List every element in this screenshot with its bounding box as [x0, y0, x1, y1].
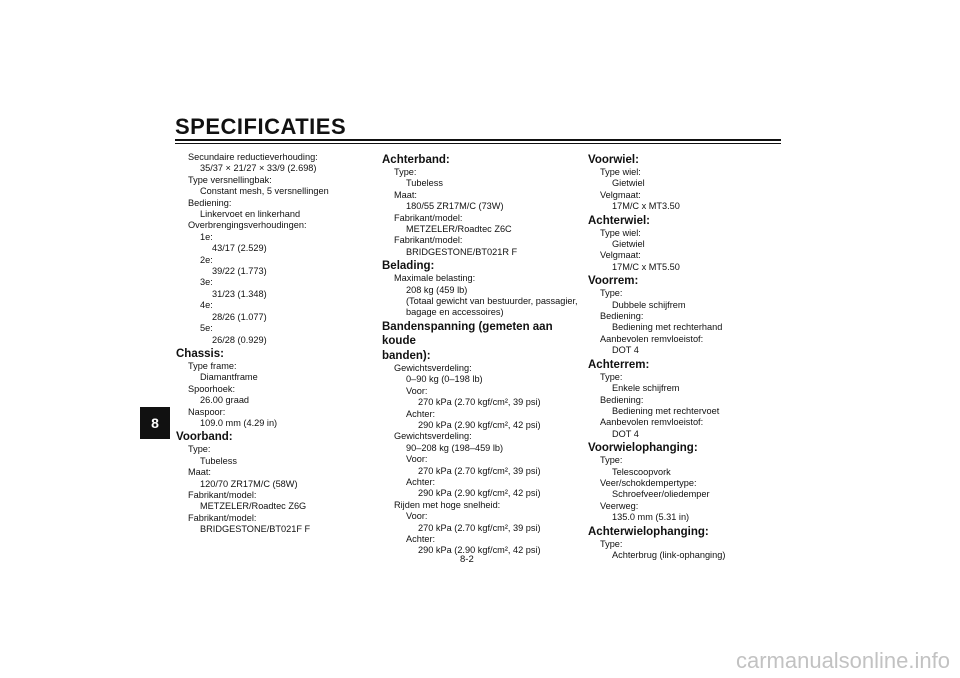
- spec-line: 0–90 kg (0–198 lb): [406, 374, 483, 385]
- spec-line: 1e:: [200, 231, 213, 242]
- spec-line: Type wiel:: [600, 167, 641, 177]
- spec-line: 43/17 (2.529): [212, 243, 267, 254]
- spec-line: 3e:: [200, 277, 213, 288]
- spec-line: Type versnellingbak:: [188, 174, 272, 185]
- spec-line: 5e:: [200, 323, 213, 334]
- spec-line: 120/70 ZR17M/C (58W): [200, 478, 298, 489]
- section-heading: banden):: [382, 349, 431, 362]
- section-heading: Belading:: [382, 260, 435, 273]
- spec-line: Diamantframe: [200, 372, 258, 383]
- spec-line: Naspoor:: [188, 406, 226, 417]
- spec-line: Type wiel:: [600, 227, 641, 238]
- section-heading: Achterwiel:: [588, 214, 650, 227]
- spec-line: Dubbele schijfrem: [612, 299, 686, 310]
- spec-line: 180/55 ZR17M/C (73W): [406, 201, 504, 212]
- spec-line: Gietwiel: [612, 178, 645, 189]
- spec-line: 28/26 (1.077): [212, 311, 267, 322]
- spec-line: Type:: [600, 288, 623, 299]
- spec-line: Veerweg:: [600, 500, 639, 511]
- spec-line: Achter:: [406, 476, 436, 487]
- spec-line: Gewichtsverdeling:: [394, 431, 472, 442]
- spec-line: 90–208 kg (198–459 lb): [406, 442, 504, 453]
- spec-line: Bediening met rechterhand: [612, 322, 723, 333]
- spec-line: 208 kg (459 lb): [406, 284, 468, 295]
- spec-line: Veer/schokdempertype:: [600, 477, 697, 488]
- spec-line: 31/23 (1.348): [212, 288, 267, 299]
- spec-line: 135.0 mm (5.31 in): [612, 512, 690, 523]
- spec-line: Secundaire reductieverhouding:: [188, 152, 318, 162]
- spec-line: Type:: [600, 538, 623, 549]
- spec-line: Type:: [394, 167, 417, 177]
- spec-line: Linkervoet en linkerhand: [200, 209, 301, 220]
- spec-line: Type:: [600, 371, 623, 382]
- spec-line: Schroefveer/oliedemper: [612, 489, 710, 500]
- spec-line: (Totaal gewicht van bestuurder, passagier,: [406, 296, 578, 307]
- page-number: 8-2: [460, 554, 474, 565]
- spec-column-1: [176, 152, 376, 536]
- spec-line: Bediening:: [600, 394, 644, 405]
- spec-line: Gewichtsverdeling:: [394, 362, 472, 373]
- section-heading: Bandenspanning (gemeten aan koude: [382, 320, 553, 347]
- spec-line: Fabrikant/model:: [188, 489, 257, 500]
- spec-line: Type:: [188, 444, 211, 455]
- spec-line: 17M/C x MT5.50: [612, 261, 680, 272]
- spec-line: 290 kPa (2.90 kgf/cm², 42 psi): [418, 419, 541, 430]
- spec-line: 290 kPa (2.90 kgf/cm², 42 psi): [418, 545, 541, 556]
- spec-line: Bediening:: [600, 311, 644, 322]
- spec-line: Enkele schijfrem: [612, 383, 680, 394]
- spec-line: 2e:: [200, 254, 213, 265]
- spec-line: Constant mesh, 5 versnellingen: [200, 186, 329, 197]
- spec-line: BRIDGESTONE/BT021F F: [200, 524, 311, 535]
- section-heading: Voorband:: [176, 431, 233, 444]
- spec-line: 39/22 (1.773): [212, 266, 267, 277]
- spec-line: Velgmaat:: [600, 250, 641, 261]
- spec-line: Spoorhoek:: [188, 383, 235, 394]
- spec-line: Fabrikant/model:: [188, 512, 257, 523]
- spec-line: 35/37 × 21/27 × 33/9 (2.698): [200, 163, 317, 174]
- section-heading: Voorwiel:: [588, 154, 639, 166]
- spec-line: Type:: [600, 455, 623, 466]
- spec-line: Fabrikant/model:: [394, 235, 463, 246]
- title-rule-thin: [175, 143, 781, 144]
- section-heading: Chassis:: [176, 347, 224, 360]
- spec-line: Achter:: [406, 533, 436, 544]
- spec-line: 17M/C x MT3.50: [612, 201, 680, 212]
- spec-line: Maat:: [394, 189, 417, 200]
- spec-line: Overbrengingsverhoudingen:: [188, 220, 307, 231]
- spec-line: 26/28 (0.929): [212, 334, 267, 345]
- spec-line: 290 kPa (2.90 kgf/cm², 42 psi): [418, 488, 541, 499]
- section-heading: Voorwielophanging:: [588, 442, 698, 455]
- spec-line: Aanbevolen remvloeistof:: [600, 417, 704, 428]
- spec-line: Type frame:: [188, 360, 237, 371]
- spec-line: Achterbrug (link-ophanging): [612, 549, 726, 560]
- spec-line: 109.0 mm (4.29 in): [200, 417, 278, 428]
- section-heading: Achterband:: [382, 154, 450, 166]
- spec-line: Telescoopvork: [612, 466, 671, 477]
- section-heading: Voorrem:: [588, 275, 639, 288]
- spec-line: Aanbevolen remvloeistof:: [600, 333, 704, 344]
- spec-line: Voor:: [406, 385, 428, 396]
- spec-line: Voor:: [406, 454, 428, 465]
- spec-line: Fabrikant/model:: [394, 212, 463, 223]
- spec-line: Maximale belasting:: [394, 273, 476, 284]
- spec-line: BRIDGESTONE/BT021R F: [406, 246, 518, 257]
- chapter-tab: 8: [140, 407, 170, 439]
- spec-line: DOT 4: [612, 428, 639, 439]
- spec-line: Gietwiel: [612, 239, 645, 250]
- title-rule-thick: [175, 139, 781, 141]
- spec-line: 270 kPa (2.70 kgf/cm², 39 psi): [418, 522, 541, 533]
- spec-line: Velgmaat:: [600, 189, 641, 200]
- spec-line: 270 kPa (2.70 kgf/cm², 39 psi): [418, 465, 541, 476]
- watermark: carmanualsonline.info: [735, 648, 950, 673]
- spec-line: bagage en accessoires): [406, 307, 504, 318]
- page-title: SPECIFICATIES: [175, 114, 347, 139]
- spec-line: Maat:: [188, 467, 211, 478]
- spec-line: DOT 4: [612, 345, 639, 356]
- spec-column-2: [382, 152, 582, 557]
- spec-line: Bediening:: [188, 197, 232, 208]
- section-heading: Achterrem:: [588, 358, 650, 371]
- spec-line: 26.00 graad: [200, 395, 250, 406]
- section-heading: Achterwielophanging:: [588, 525, 709, 538]
- spec-line: METZELER/Roadtec Z6C: [406, 224, 512, 235]
- spec-line: 270 kPa (2.70 kgf/cm², 39 psi): [418, 397, 541, 408]
- spec-line: Tubeless: [200, 455, 237, 466]
- spec-line: Voor:: [406, 511, 428, 522]
- spec-line: 4e:: [200, 300, 213, 311]
- spec-column-3: [588, 152, 788, 561]
- spec-line: Achter:: [406, 408, 436, 419]
- spec-line: Tubeless: [406, 178, 443, 189]
- spec-line: Bediening met rechtervoet: [612, 405, 720, 416]
- spec-line: METZELER/Roadtec Z6G: [200, 501, 307, 512]
- spec-line: Rijden met hoge snelheid:: [394, 499, 501, 510]
